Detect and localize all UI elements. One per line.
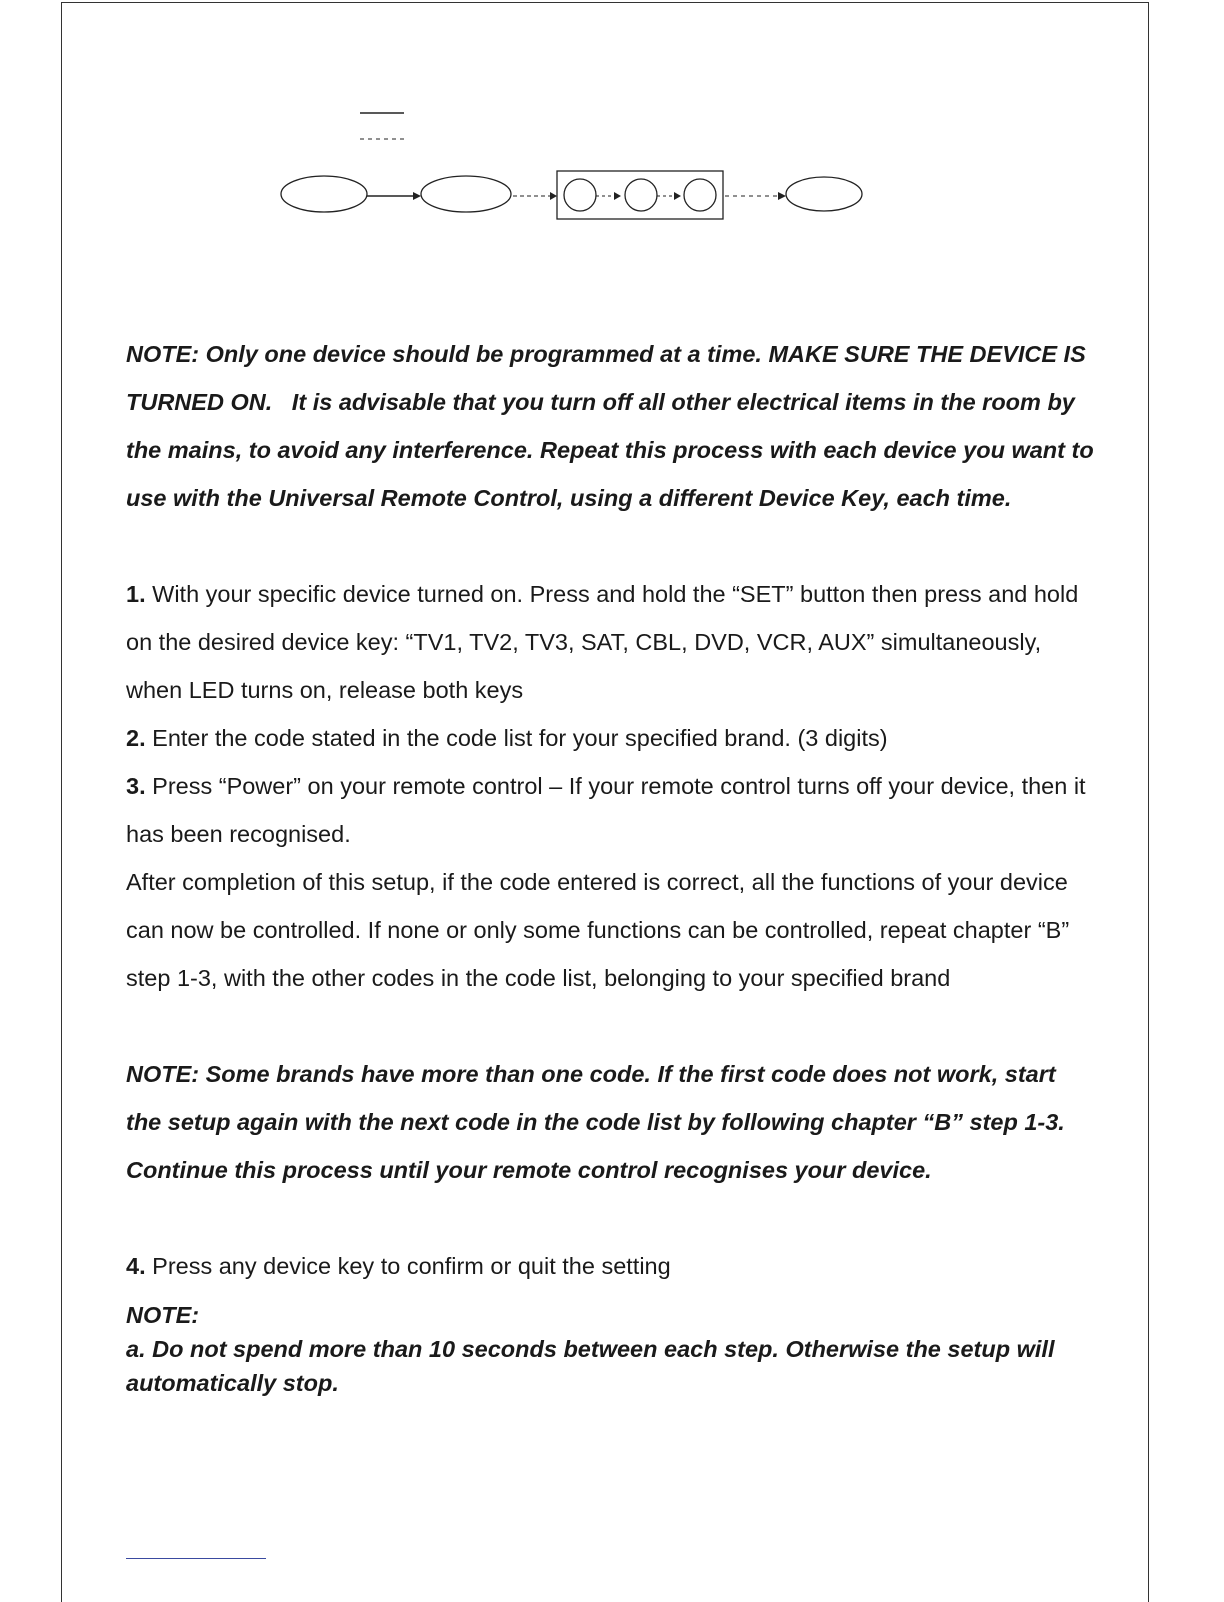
digit-circle-1 — [564, 179, 596, 211]
step-1 — [126, 570, 1096, 714]
step-4 — [126, 1242, 1096, 1290]
step-4-number: 4. — [126, 1253, 146, 1279]
step-3 — [126, 762, 1096, 858]
note-programming: NOTE: Only one device should be programmed at a time. MAKE SURE THE DEVICE IS TURNED ON. It is advisable that you turn off all other electrical items in the room by the mains, to avoid any interference. Repeat this process with each device you want to use with the Universal Remote Control, using a different Device Key, each time. — [126, 341, 1094, 511]
flow-step-oval-3 — [786, 177, 862, 211]
step-4-text: Press any device key to confirm or quit the setting — [145, 1253, 671, 1279]
note-multiple-codes: NOTE: Some brands have more than one code. If the first code does not work, start the setup again with the next code in the code list by following chapter “B” step 1-3. Continue this process until your remote control recognises your device. — [126, 1061, 1065, 1183]
flow-step-oval-2 — [421, 176, 511, 212]
setup-flow-diagram — [270, 100, 880, 230]
step-2-text: Enter the code stated in the code list for your specified brand. (3 digits) — [145, 725, 888, 751]
step-1-text: With your specific device turned on. Press and hold the “SET” button then press and hold on the desired device key: “TV1, TV2, TV3, SAT, CBL, DVD, VCR, AUX” simultaneously, when LED turns on, release both keys — [126, 581, 1079, 703]
final-note-text: a. Do not spend more than 10 seconds between each step. Otherwise the setup will automatically stop. — [126, 1336, 1055, 1396]
final-note-heading: NOTE: — [126, 1302, 200, 1328]
instructions — [126, 330, 1096, 1400]
step-1-number: 1. — [126, 581, 146, 607]
step-3-number: 3. — [126, 773, 146, 799]
digit-entry-box — [557, 171, 723, 219]
step-3-text: Press “Power” on your remote control – If your remote control turns off your device, then it has been recognised. — [126, 773, 1086, 847]
flow-step-oval-1 — [281, 176, 367, 212]
footer-rule — [126, 1558, 266, 1559]
after-completion-text: After completion of this setup, if the code entered is correct, all the functions of your device can now be controlled. If none or only some functions can be controlled, repeat chapter “B” step 1-3, with the other codes in the code list, belonging to your specified brand — [126, 869, 1070, 991]
digit-circle-3 — [684, 179, 716, 211]
digit-circle-2 — [625, 179, 657, 211]
step-2 — [126, 714, 1096, 762]
step-2-number: 2. — [126, 725, 146, 751]
